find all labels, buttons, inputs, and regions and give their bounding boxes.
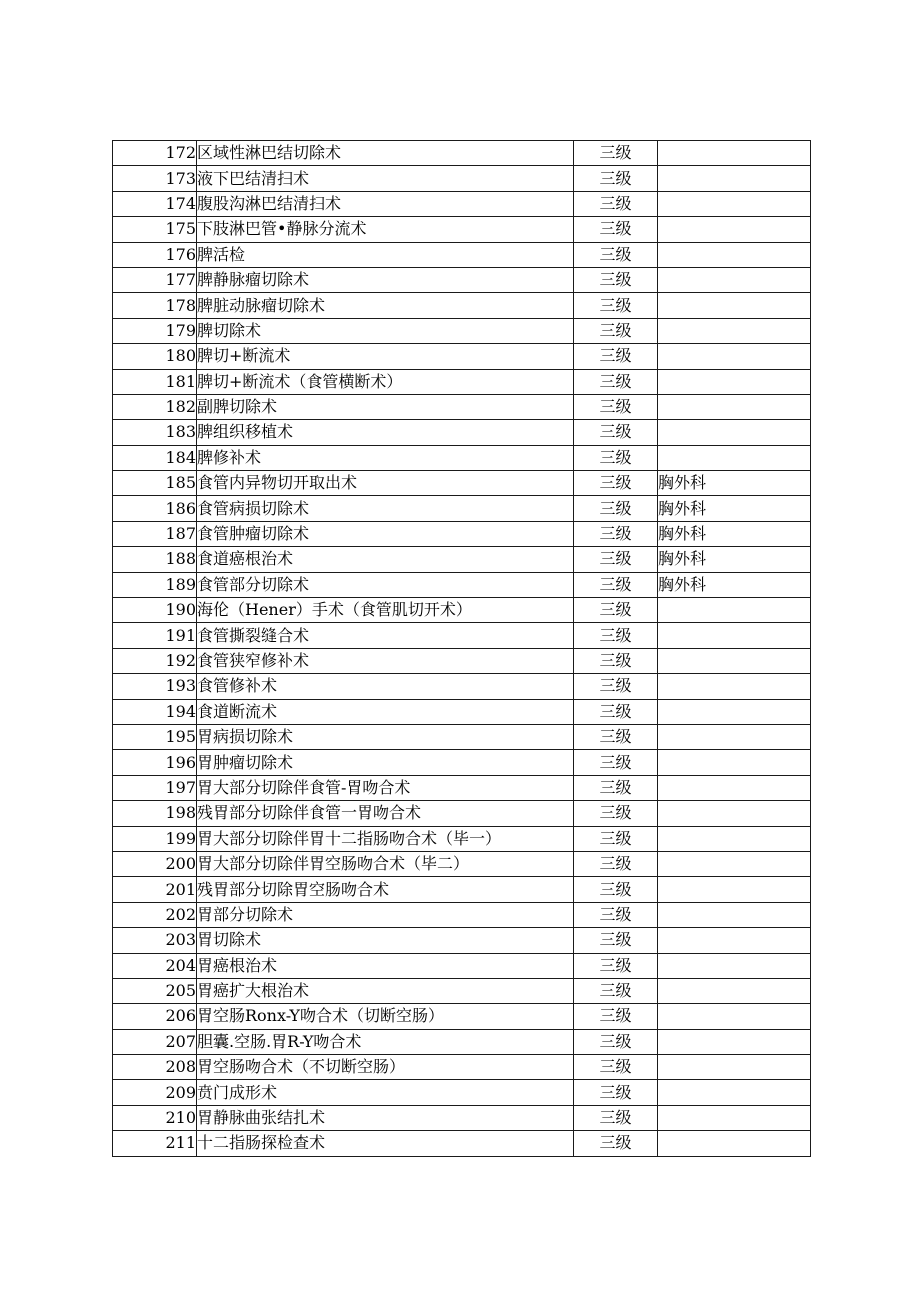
row-number: 205 xyxy=(113,978,197,1003)
row-number: 172 xyxy=(113,141,197,166)
department xyxy=(658,1105,811,1130)
table-row xyxy=(113,318,811,343)
surgery-grade: 三级 xyxy=(574,623,658,648)
row-number: 211 xyxy=(113,1131,197,1156)
department: 胸外科 xyxy=(658,521,811,546)
row-number: 176 xyxy=(113,242,197,267)
department xyxy=(658,978,811,1003)
procedure-name: 胃肿瘤切除术 xyxy=(197,750,574,775)
table-row xyxy=(113,217,811,242)
surgery-grade: 三级 xyxy=(574,572,658,597)
surgery-grade: 三级 xyxy=(574,242,658,267)
procedure-name: 胆囊.空肠.胃R-Y吻合术 xyxy=(197,1029,574,1054)
department xyxy=(658,141,811,166)
department xyxy=(658,877,811,902)
row-number: 198 xyxy=(113,801,197,826)
department xyxy=(658,242,811,267)
table-row xyxy=(113,877,811,902)
table-row xyxy=(113,648,811,673)
procedure-name: 胃癌根治术 xyxy=(197,953,574,978)
surgery-grade: 三级 xyxy=(574,851,658,876)
table-row xyxy=(113,547,811,572)
row-number: 196 xyxy=(113,750,197,775)
surgery-grade: 三级 xyxy=(574,750,658,775)
procedure-name: 食管撕裂缝合术 xyxy=(197,623,574,648)
surgery-grade: 三级 xyxy=(574,826,658,851)
surgery-grade: 三级 xyxy=(574,445,658,470)
procedure-name: 胃静脉曲张结扎术 xyxy=(197,1105,574,1130)
procedure-name: 食管肿瘤切除术 xyxy=(197,521,574,546)
procedure-name: 食管内异物切开取出术 xyxy=(197,471,574,496)
department xyxy=(658,318,811,343)
procedure-name: 液下巴结清扫术 xyxy=(197,166,574,191)
row-number: 175 xyxy=(113,217,197,242)
surgery-grade: 三级 xyxy=(574,1131,658,1156)
surgery-grade: 三级 xyxy=(574,394,658,419)
table-row xyxy=(113,141,811,166)
table-row xyxy=(113,902,811,927)
table-row xyxy=(113,572,811,597)
surgery-grade: 三级 xyxy=(574,877,658,902)
department xyxy=(658,851,811,876)
surgery-grade: 三级 xyxy=(574,318,658,343)
table-row xyxy=(113,496,811,521)
table-row xyxy=(113,420,811,445)
procedure-name: 脾修补术 xyxy=(197,445,574,470)
procedure-name: 贲门成形术 xyxy=(197,1080,574,1105)
department xyxy=(658,1080,811,1105)
surgery-grade: 三级 xyxy=(574,674,658,699)
procedure-name: 脾切除术 xyxy=(197,318,574,343)
row-number: 210 xyxy=(113,1105,197,1130)
surgery-grade: 三级 xyxy=(574,547,658,572)
department xyxy=(658,902,811,927)
table-row xyxy=(113,1131,811,1156)
surgery-grade: 三级 xyxy=(574,166,658,191)
table-row xyxy=(113,267,811,292)
department xyxy=(658,293,811,318)
table-row xyxy=(113,344,811,369)
surgery-grade: 三级 xyxy=(574,521,658,546)
procedure-name: 脾活检 xyxy=(197,242,574,267)
surgery-grade: 三级 xyxy=(574,1080,658,1105)
department xyxy=(658,217,811,242)
department xyxy=(658,445,811,470)
table-row xyxy=(113,394,811,419)
row-number: 179 xyxy=(113,318,197,343)
table-row xyxy=(113,724,811,749)
row-number: 180 xyxy=(113,344,197,369)
table-row xyxy=(113,1055,811,1080)
department: 胸外科 xyxy=(658,572,811,597)
procedure-name: 脾脏动脉瘤切除术 xyxy=(197,293,574,318)
surgery-grade: 三级 xyxy=(574,141,658,166)
table-row xyxy=(113,750,811,775)
procedure-name: 食道癌根治术 xyxy=(197,547,574,572)
row-number: 199 xyxy=(113,826,197,851)
row-number: 190 xyxy=(113,598,197,623)
department: 胸外科 xyxy=(658,496,811,521)
department xyxy=(658,1004,811,1029)
department xyxy=(658,953,811,978)
surgery-grade: 三级 xyxy=(574,293,658,318)
department xyxy=(658,623,811,648)
procedure-name: 胃部分切除术 xyxy=(197,902,574,927)
row-number: 202 xyxy=(113,902,197,927)
table-row xyxy=(113,623,811,648)
department xyxy=(658,724,811,749)
procedure-name: 胃癌扩大根治术 xyxy=(197,978,574,1003)
row-number: 204 xyxy=(113,953,197,978)
row-number: 173 xyxy=(113,166,197,191)
table-row xyxy=(113,293,811,318)
procedure-name: 副脾切除术 xyxy=(197,394,574,419)
row-number: 187 xyxy=(113,521,197,546)
department xyxy=(658,826,811,851)
department xyxy=(658,369,811,394)
table-row xyxy=(113,471,811,496)
row-number: 203 xyxy=(113,928,197,953)
department: 胸外科 xyxy=(658,547,811,572)
row-number: 206 xyxy=(113,1004,197,1029)
row-number: 192 xyxy=(113,648,197,673)
row-number: 184 xyxy=(113,445,197,470)
row-number: 201 xyxy=(113,877,197,902)
surgery-grade: 三级 xyxy=(574,598,658,623)
procedure-name: 残胃部分切除伴食管一胃吻合术 xyxy=(197,801,574,826)
department xyxy=(658,648,811,673)
table-row xyxy=(113,242,811,267)
procedure-name: 十二指肠探检查术 xyxy=(197,1131,574,1156)
procedure-name: 食管狭窄修补术 xyxy=(197,648,574,673)
department xyxy=(658,674,811,699)
procedure-name: 脾静脉瘤切除术 xyxy=(197,267,574,292)
procedure-name: 食管部分切除术 xyxy=(197,572,574,597)
department xyxy=(658,801,811,826)
surgery-grade: 三级 xyxy=(574,496,658,521)
row-number: 183 xyxy=(113,420,197,445)
row-number: 185 xyxy=(113,471,197,496)
row-number: 188 xyxy=(113,547,197,572)
surgery-grade: 三级 xyxy=(574,1055,658,1080)
procedure-name: 胃切除术 xyxy=(197,928,574,953)
surgery-grade: 三级 xyxy=(574,928,658,953)
table-row xyxy=(113,1029,811,1054)
department xyxy=(658,267,811,292)
row-number: 174 xyxy=(113,191,197,216)
table-row xyxy=(113,445,811,470)
procedure-name: 胃病损切除术 xyxy=(197,724,574,749)
procedure-name: 胃空肠吻合术（不切断空肠） xyxy=(197,1055,574,1080)
surgery-grade: 三级 xyxy=(574,724,658,749)
table-row xyxy=(113,978,811,1003)
row-number: 181 xyxy=(113,369,197,394)
department xyxy=(658,775,811,800)
row-number: 195 xyxy=(113,724,197,749)
table-row xyxy=(113,166,811,191)
department: 胸外科 xyxy=(658,471,811,496)
surgery-grade: 三级 xyxy=(574,471,658,496)
table-row xyxy=(113,598,811,623)
row-number: 191 xyxy=(113,623,197,648)
procedure-name: 胃大部分切除伴食管-胃吻合术 xyxy=(197,775,574,800)
row-number: 186 xyxy=(113,496,197,521)
procedure-name: 脾切+断流术 xyxy=(197,344,574,369)
department xyxy=(658,420,811,445)
surgery-grade: 三级 xyxy=(574,801,658,826)
surgery-grade: 三级 xyxy=(574,369,658,394)
surgery-grade: 三级 xyxy=(574,699,658,724)
surgery-grade: 三级 xyxy=(574,775,658,800)
surgery-grade: 三级 xyxy=(574,420,658,445)
table-row xyxy=(113,851,811,876)
row-number: 197 xyxy=(113,775,197,800)
table-row xyxy=(113,699,811,724)
department xyxy=(658,166,811,191)
department xyxy=(658,699,811,724)
table-row xyxy=(113,953,811,978)
department xyxy=(658,1029,811,1054)
table-row xyxy=(113,191,811,216)
department xyxy=(658,750,811,775)
table-row xyxy=(113,1004,811,1029)
procedure-name: 胃空肠Ronx-Y吻合术（切断空肠） xyxy=(197,1004,574,1029)
surgery-grade: 三级 xyxy=(574,344,658,369)
department xyxy=(658,1131,811,1156)
procedure-name: 胃大部分切除伴胃空肠吻合术（毕二） xyxy=(197,851,574,876)
table-row xyxy=(113,928,811,953)
procedure-name: 区域性淋巴结切除术 xyxy=(197,141,574,166)
row-number: 177 xyxy=(113,267,197,292)
row-number: 200 xyxy=(113,851,197,876)
row-number: 207 xyxy=(113,1029,197,1054)
procedure-name: 脾组织移植术 xyxy=(197,420,574,445)
procedure-name: 残胃部分切除胃空肠吻合术 xyxy=(197,877,574,902)
surgery-grade: 三级 xyxy=(574,217,658,242)
department xyxy=(658,394,811,419)
table-row xyxy=(113,1080,811,1105)
surgery-grade: 三级 xyxy=(574,1105,658,1130)
surgery-grade: 三级 xyxy=(574,953,658,978)
surgery-grade: 三级 xyxy=(574,978,658,1003)
procedure-name: 食管修补术 xyxy=(197,674,574,699)
procedure-name: 海伦（Hener）手术（食管肌切开术） xyxy=(197,598,574,623)
row-number: 189 xyxy=(113,572,197,597)
surgery-grade: 三级 xyxy=(574,267,658,292)
table-row xyxy=(113,369,811,394)
procedure-name: 脾切+断流术（食管横断术） xyxy=(197,369,574,394)
row-number: 209 xyxy=(113,1080,197,1105)
department xyxy=(658,1055,811,1080)
procedure-name: 腹股沟淋巴结清扫术 xyxy=(197,191,574,216)
department xyxy=(658,928,811,953)
procedure-table xyxy=(112,140,811,1157)
surgery-grade: 三级 xyxy=(574,1004,658,1029)
table-row xyxy=(113,674,811,699)
procedure-name: 下肢淋巴管•静脉分流术 xyxy=(197,217,574,242)
department xyxy=(658,598,811,623)
procedure-name: 食管病损切除术 xyxy=(197,496,574,521)
surgery-grade: 三级 xyxy=(574,191,658,216)
surgery-grade: 三级 xyxy=(574,648,658,673)
table-row xyxy=(113,775,811,800)
surgery-grade: 三级 xyxy=(574,1029,658,1054)
table-row xyxy=(113,521,811,546)
procedure-name: 食道断流术 xyxy=(197,699,574,724)
table-row xyxy=(113,801,811,826)
procedure-table-body xyxy=(113,141,811,1157)
surgery-grade: 三级 xyxy=(574,902,658,927)
row-number: 194 xyxy=(113,699,197,724)
table-row xyxy=(113,1105,811,1130)
row-number: 208 xyxy=(113,1055,197,1080)
procedure-name: 胃大部分切除伴胃十二指肠吻合术（毕一） xyxy=(197,826,574,851)
department xyxy=(658,191,811,216)
department xyxy=(658,344,811,369)
row-number: 178 xyxy=(113,293,197,318)
table-row xyxy=(113,826,811,851)
row-number: 182 xyxy=(113,394,197,419)
row-number: 193 xyxy=(113,674,197,699)
